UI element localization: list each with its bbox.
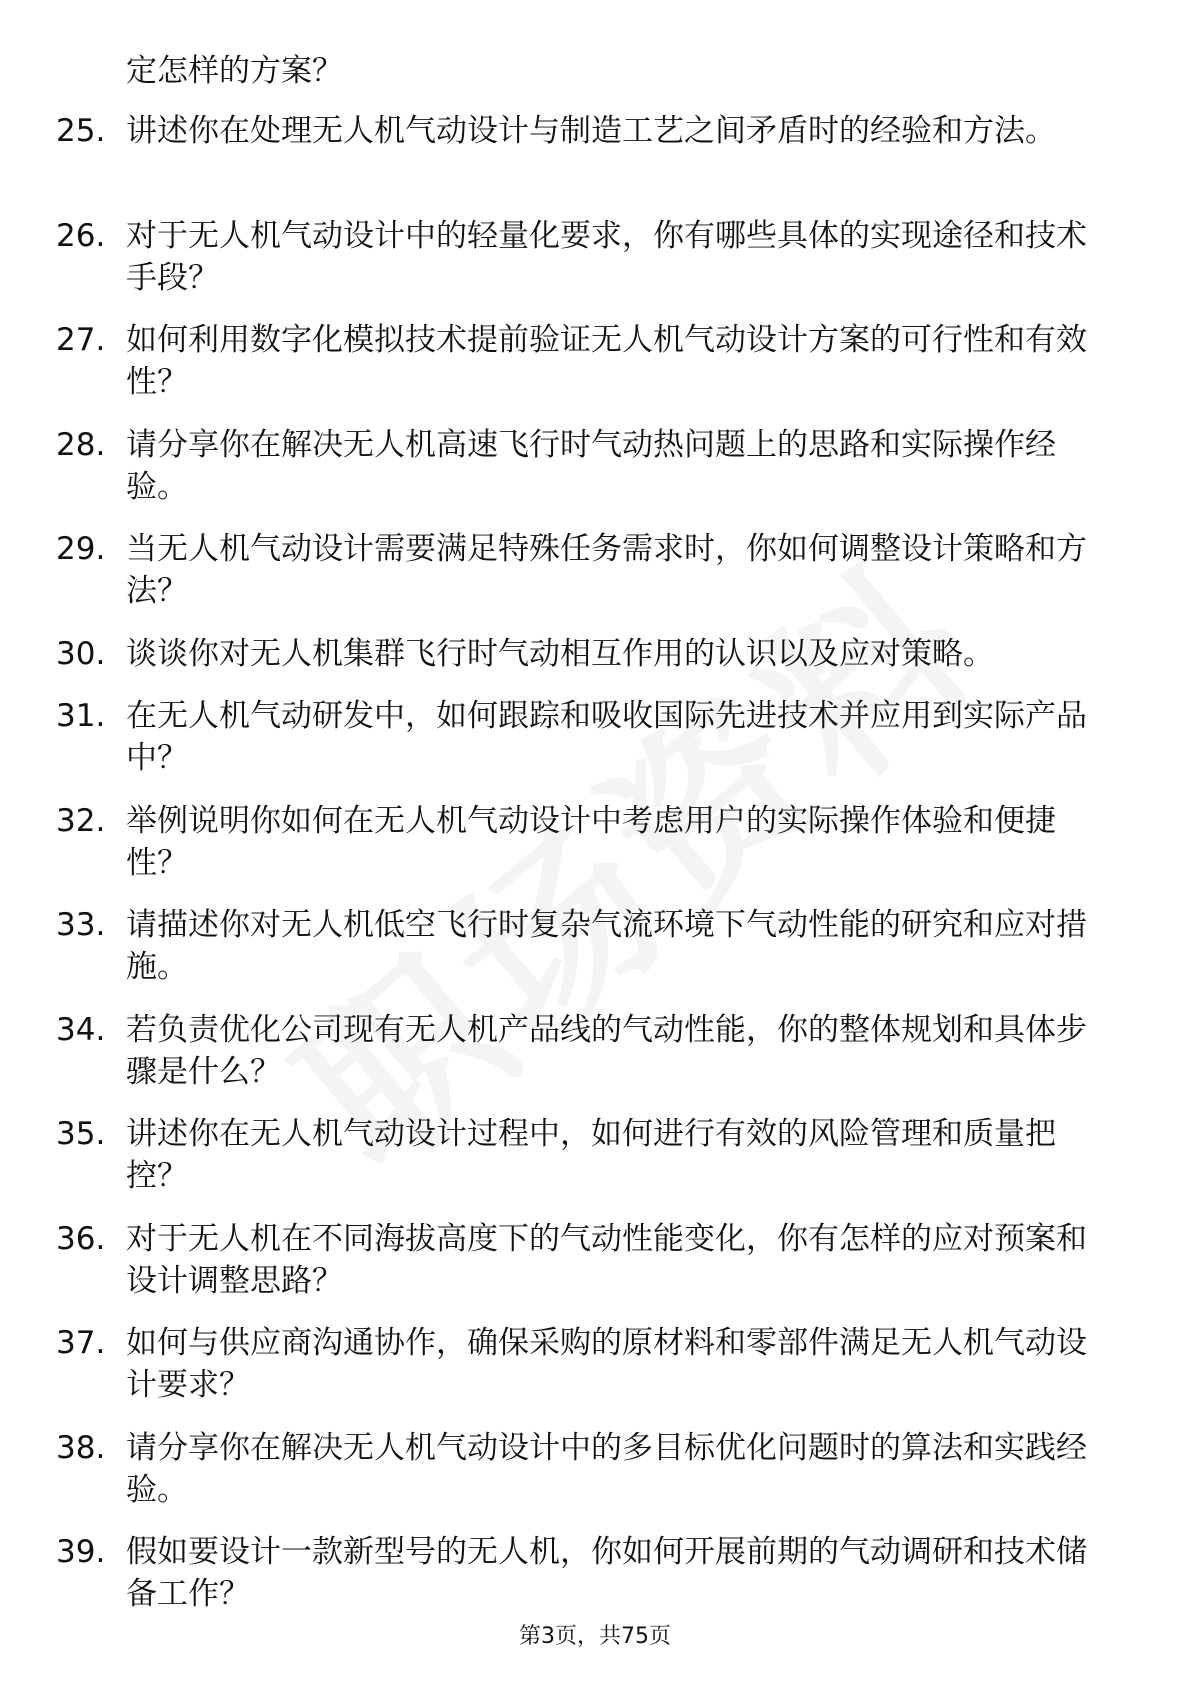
question-number: 30. xyxy=(56,635,106,672)
question-item xyxy=(0,695,1190,779)
question-text: 请分享你在解决无人机高速飞行时气动热问题上的思路和实际操作经验。 xyxy=(126,426,1056,505)
question-text: 若负责优化公司现有无人机产品线的气动性能，你的整体规划和具体步骤是什么？ xyxy=(126,1011,1087,1090)
question-item xyxy=(0,110,1190,194)
question-item xyxy=(0,1113,1190,1197)
question-number: 37. xyxy=(56,1325,106,1361)
question-number: 32. xyxy=(56,802,106,839)
question-item xyxy=(0,1531,1190,1615)
question-list xyxy=(0,110,1190,1636)
page-footer: 第3页，共75页 xyxy=(519,1624,671,1649)
question-number: 27. xyxy=(56,322,106,358)
question-number: 26. xyxy=(56,217,106,254)
question-number: 29. xyxy=(56,531,106,567)
question-text: 请描述你对无人机低空飞行时复杂气流环境下气动性能的研究和应对措施。 xyxy=(126,907,1087,985)
question-text: 对于无人机在不同海拔高度下的气动性能变化，你有怎样的应对预案和设计调整思路？ xyxy=(126,1220,1087,1299)
question-number: 25. xyxy=(56,113,106,149)
question-item xyxy=(0,1218,1190,1302)
question-text: 举例说明你如何在无人机气动设计中考虑用户的实际操作体验和便捷性？ xyxy=(126,802,1056,881)
question-text: 请分享你在解决无人机气动设计中的多目标优化问题时的算法和实践经验。 xyxy=(126,1429,1087,1508)
question-item xyxy=(0,1427,1190,1511)
question-text: 讲述你在处理无人机气动设计与制造工艺之间矛盾时的经验和方法。 xyxy=(126,113,1056,149)
question-text: 如何利用数字化模拟技术提前验证无人机气动设计方案的可行性和有效性？ xyxy=(126,322,1087,400)
question-text: 对于无人机气动设计中的轻量化要求，你有哪些具体的实现途径和技术手段？ xyxy=(126,217,1087,296)
question-number: 33. xyxy=(56,907,106,943)
question-text: 谈谈你对无人机集群飞行时气动相互作用的认识以及应对策略。 xyxy=(126,635,994,672)
question-text: 当无人机气动设计需要满足特殊任务需求时，你如何调整设计策略和方法？ xyxy=(126,531,1087,609)
question-number: 28. xyxy=(56,426,106,463)
question-item xyxy=(0,528,1190,612)
question-text: 讲述你在无人机气动设计过程中，如何进行有效的风险管理和质量把控？ xyxy=(126,1116,1056,1194)
question-text: 在无人机气动研发中，如何跟踪和吸收国际先进技术并应用到实际产品中？ xyxy=(126,698,1087,776)
question-number: 31. xyxy=(56,698,106,734)
question-number: 38. xyxy=(56,1429,106,1466)
question-item xyxy=(0,904,1190,988)
question-number: 35. xyxy=(56,1116,106,1152)
question-item xyxy=(0,215,1190,299)
question-item xyxy=(0,1322,1190,1406)
question-item xyxy=(0,424,1190,508)
question-item xyxy=(0,800,1190,884)
question-number: 36. xyxy=(56,1220,106,1257)
question-text: 如何与供应商沟通协作，确保采购的原材料和零部件满足无人机气动设计要求？ xyxy=(126,1325,1087,1403)
continued-question-text: 定怎样的方案？ xyxy=(126,53,343,89)
question-item xyxy=(0,1009,1190,1093)
question-text: 假如要设计一款新型号的无人机，你如何开展前期的气动调研和技术储备工作？ xyxy=(126,1534,1087,1612)
question-number: 34. xyxy=(56,1011,106,1048)
question-item xyxy=(0,633,1190,675)
question-number: 39. xyxy=(56,1534,106,1570)
question-item xyxy=(0,319,1190,403)
